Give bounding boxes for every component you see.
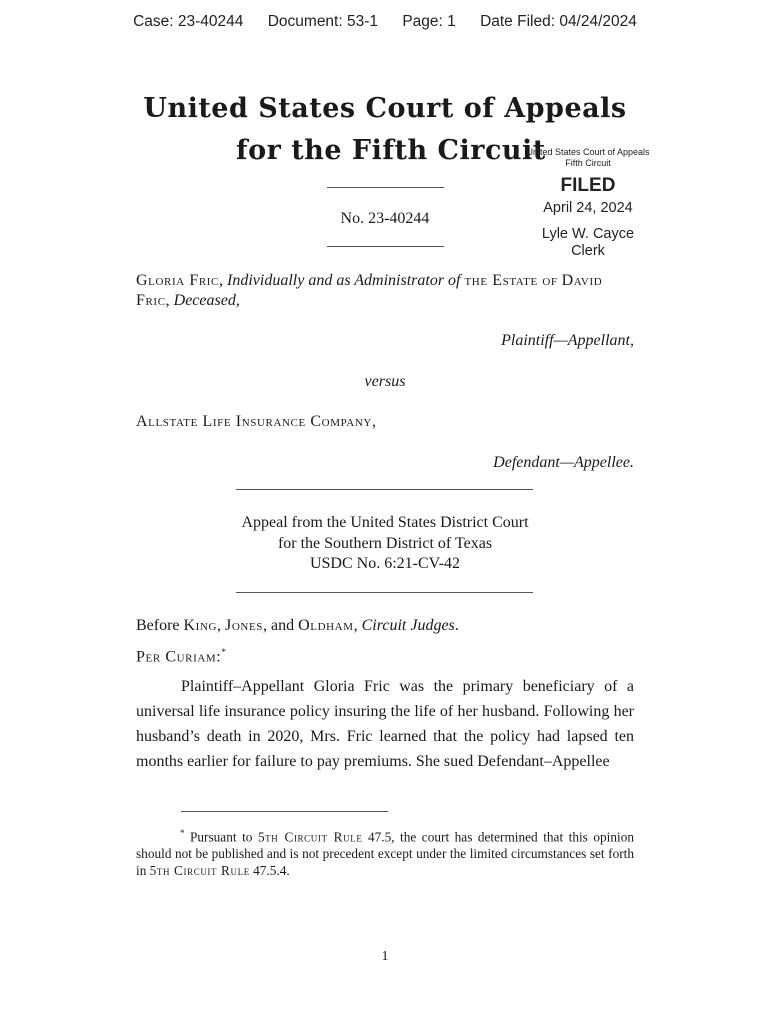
page-number-header: Page: 1 — [402, 13, 456, 30]
judge-king: King — [183, 617, 218, 634]
versus-label: versus — [364, 373, 406, 390]
divider-line — [327, 187, 444, 188]
filing-header — [0, 13, 770, 31]
before-label: Before — [136, 617, 180, 634]
page-number: 1 — [381, 949, 389, 964]
footnote-separator — [181, 811, 388, 812]
rule-reference: 5th Circuit Rule — [257, 829, 363, 845]
plaintiff-designation-text: Plaintiff—Appellant — [501, 332, 630, 349]
case-number: No. 23-40244 — [340, 210, 430, 227]
rule-reference: 5th Circuit Rule — [149, 863, 250, 879]
per-curiam-line — [136, 642, 634, 667]
estate-name: David Fric — [136, 272, 603, 309]
footnote — [136, 825, 634, 879]
stamp-clerk-name: Lyle W. Cayce — [541, 226, 635, 242]
opinion-paragraph-text: Plaintiff–Appellant Gloria Fric was the primary beneficiary of a universal life insurance policy insuring the life of her husband. Following her husband’s death in 2020, Mrs. Fric learned that the policy had lapsed ten months earlier for failure to pay premiums. She sued Defendant–Appellee — [136, 678, 634, 770]
divider-line — [236, 489, 533, 490]
stamp-filed-label: FILED — [560, 175, 616, 196]
footnote-mark: * — [180, 828, 185, 838]
appeal-line3: USDC No. 6:21-CV-42 — [309, 555, 461, 572]
footnote-part1: Pursuant to — [190, 829, 253, 845]
defendant-name: Allstate Life Insurance Company — [136, 413, 372, 430]
judge-jones: Jones — [225, 617, 263, 634]
divider-line — [236, 592, 533, 593]
deceased-label: Deceased — [173, 292, 236, 309]
and-label: and — [271, 617, 295, 634]
case-number-header: Case: 23-40244 — [133, 13, 244, 30]
appeal-line1: Appeal from the United States District Court — [241, 514, 529, 531]
footnote-part2: 47.5, the court has determined that this opinion should not be published and is not precedent except under the limited circumstances set forth in — [136, 829, 635, 879]
stamp-court-line1: United States Court of Appeals — [526, 147, 650, 157]
plaintiff-designation: Plaintiff—Appellant, — [501, 332, 634, 349]
divider-line — [327, 246, 444, 247]
estate-prefix: the Estate of — [464, 272, 558, 289]
judge-oldham: Oldham — [298, 617, 354, 634]
footnote-reference[interactable]: * — [221, 647, 226, 657]
per-curiam-label: Per Curiam: — [136, 648, 222, 666]
plaintiff-role: Individually and as Administrator of — [227, 272, 461, 289]
panel-line: Before King, Jones, and Oldham, Circuit Judges. — [136, 617, 459, 634]
stamp-clerk-title: Clerk — [571, 243, 605, 259]
filed-stamp — [524, 147, 652, 260]
defendant-caption: Allstate Life Insurance Company, — [136, 413, 376, 430]
court-subtitle: for the Fifth Circuit — [236, 135, 546, 166]
plaintiff-name: Gloria Fric — [136, 272, 219, 289]
circuit-judges-label: Circuit Judges — [361, 617, 455, 634]
opinion-paragraph — [136, 674, 634, 774]
stamp-court-line2: Fifth Circuit — [565, 158, 611, 168]
appeal-info — [136, 513, 634, 575]
defendant-designation: Defendant—Appellee. — [493, 454, 634, 471]
date-filed-header: Date Filed: 04/24/2024 — [480, 13, 637, 30]
appeal-line2: for the Southern District of Texas — [277, 534, 493, 552]
document-number-header: Document: 53-1 — [267, 13, 378, 30]
plaintiff-caption: Gloria Fric, Individually and as Administrator of the Estate of David Fric, Deceased, — [136, 272, 603, 309]
footnote-part3: 47.5.4. — [253, 863, 290, 879]
stamp-filed-date: April 24, 2024 — [543, 200, 633, 216]
court-title: United States Court of Appeals — [143, 93, 627, 124]
